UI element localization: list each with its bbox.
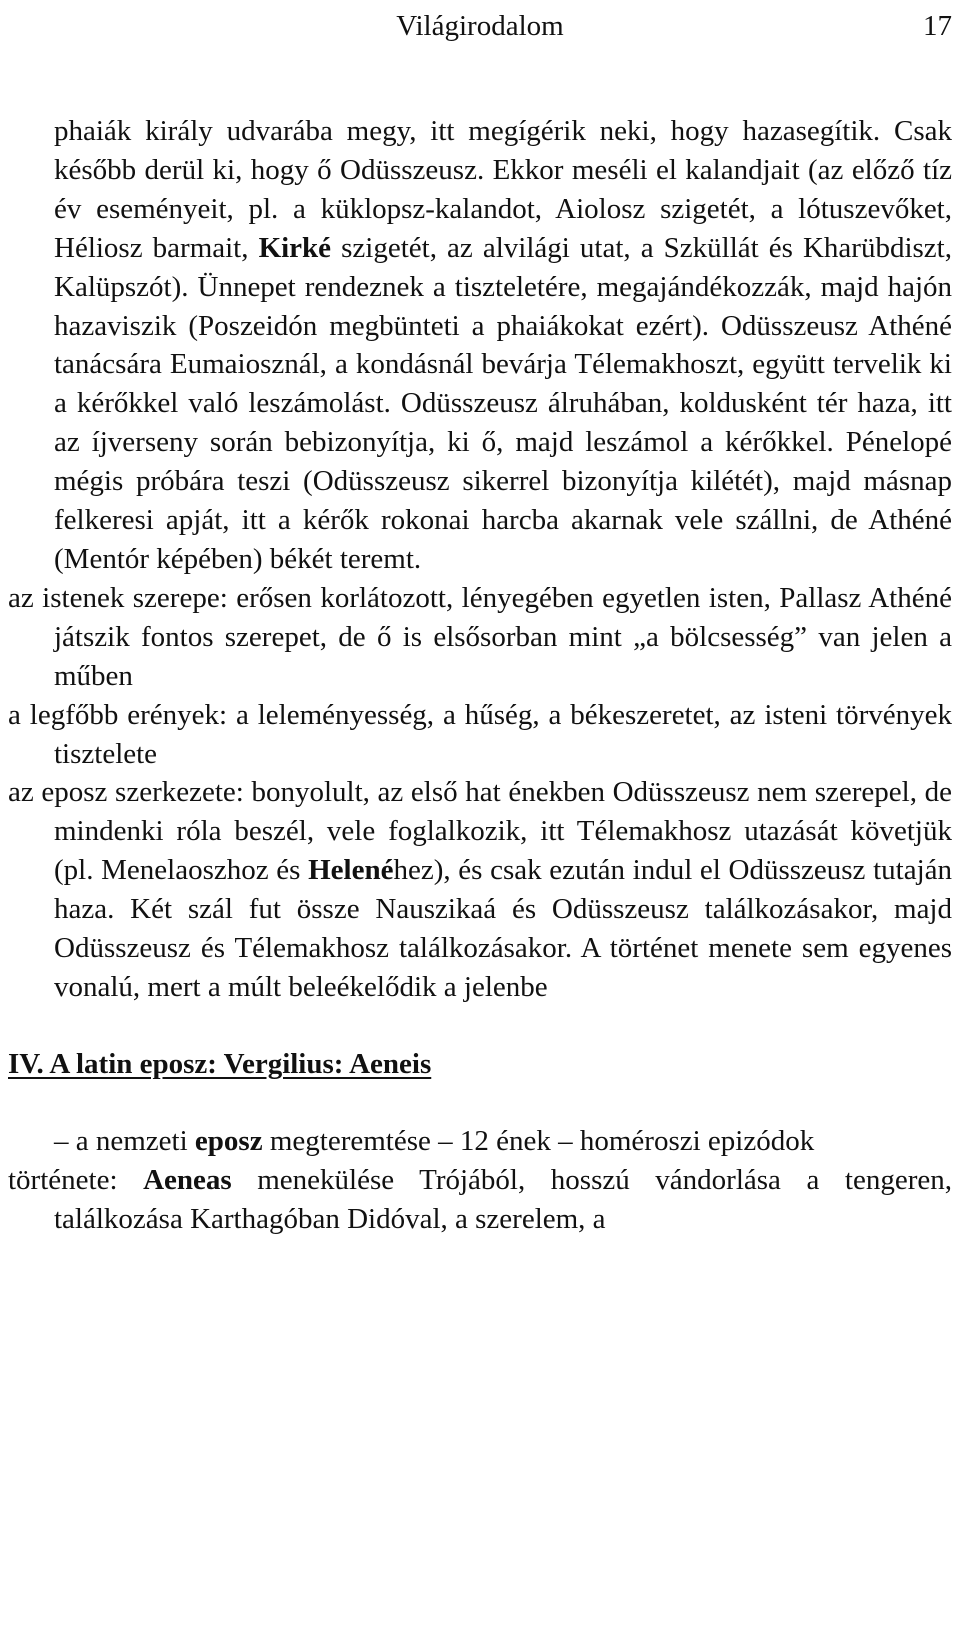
paragraph-aeneas-story xyxy=(8,1161,952,1239)
bold-term-eposz: eposz xyxy=(194,1124,263,1157)
paragraph-role-of-gods: az istenek szerepe: erősen korlátozott, lényegében egyetlen isten, Pallasz Athéné játszik fontos szerepet, de ő is elsősorban mint „a bölcsesség” van jelen a műben xyxy=(8,581,952,692)
page-body xyxy=(8,112,952,1238)
text-run: hez), és csak ezután indul el Odüsszeusz tutaján haza. Két szál fut össze Nauszikaá és Odüsszeusz találkozásakor, majd Odüsszeusz és Télemakhosz találkozásakor. A történet menete sem egyenes vonalú, mert a múlt beleékelődik a jelenbe xyxy=(54,854,952,1003)
text-run: menekülése Trójából, hosszú vándorlása a tengeren, találkozása Karthagóban Didóval, a szerelem, a xyxy=(54,1163,952,1235)
text-run: szigetét, az alvilági utat, a Szküllát és Kharübdiszt, Kalüpszót). Ünnepet rendeznek a tiszteletére, megajándékozzák, majd hajón hazaviszik (Poszeidón megbünteti a phaiákokat ezért). Odüsszeusz Athéné tanácsára Eumaiosznál, a kondásnál bevárja Télemakhoszt, együtt tervelik ki a kérőkkel való leszámolást. Odüsszeusz álruhában, koldusként tér haza, itt az íjverseny során bebizonyítja, ki ő, majd leszámol a kérőkkel. Pénelopé mégis próbára teszi (Odüsszeusz sikerrel bizonyítja kilétét), majd másnap felkeresi apját, itt a kérők rokonai harcba akarnak vele szállni, de Athéné (Mentór képében) békét teremt. xyxy=(54,231,952,575)
bold-term-aeneas: Aeneas xyxy=(143,1163,232,1196)
spacer xyxy=(8,1084,952,1122)
page-header xyxy=(0,6,960,46)
page-number: 17 xyxy=(923,10,952,42)
text-run: az eposz szerkezete: bonyolult, az első hat énekben Odüsszeusz nem szerepel, de mindenki róla beszél, vele foglalkozik, itt Télemakhosz utazását követjük (pl. Menelaoszhoz és xyxy=(8,776,952,887)
paragraph-odyssey-plot xyxy=(8,112,952,579)
text-run: története: xyxy=(8,1163,144,1196)
paragraph-national-epic xyxy=(8,1122,952,1161)
paragraph-epic-structure xyxy=(8,773,952,1006)
paragraph-main-virtues: a legfőbb erények: a leleményesség, a hűség, a békeszeretet, az isteni törvények tisztelete xyxy=(8,698,952,770)
bold-term-kirke: Kirké xyxy=(258,231,332,264)
text-run: megteremtése – 12 ének – homéroszi epizódok xyxy=(262,1124,815,1157)
text-run: – a nemzeti xyxy=(54,1124,195,1157)
bold-term-helene: Helené xyxy=(308,854,394,887)
running-title: Világirodalom xyxy=(396,10,564,42)
section-heading: IV. A latin eposz: Vergilius: Aeneis xyxy=(8,1047,432,1080)
text-run: phaiák király udvarába megy, itt megígérik neki, hogy hazasegítik. Csak később derül ki, hogy ő Odüsszeusz. Ekkor meséli el kalandjait (az előző tíz év eseményeit, pl. a küklopsz-kalandot, Aiolosz szigetét, a lótuszevőket, Héliosz barmait, xyxy=(54,115,952,264)
